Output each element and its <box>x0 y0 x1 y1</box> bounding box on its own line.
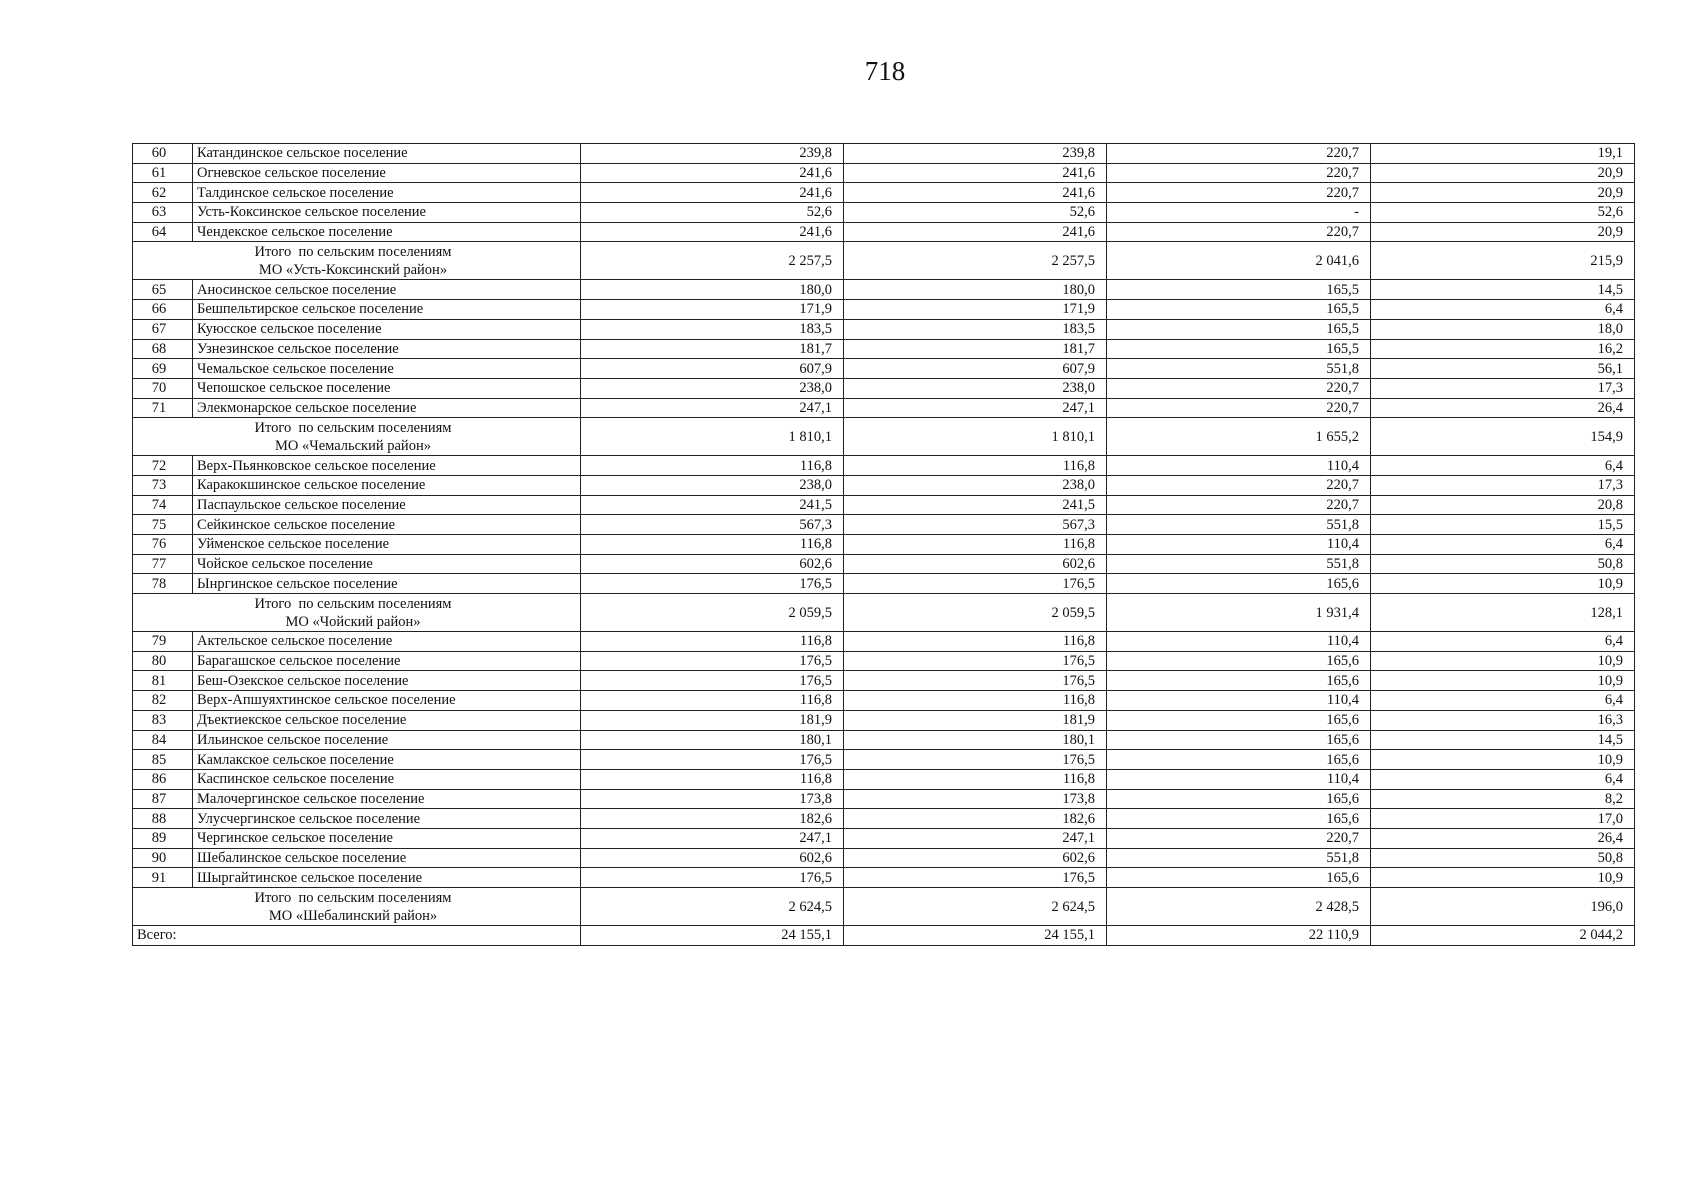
value-cell: 110,4 <box>1107 769 1371 789</box>
value-cell: 56,1 <box>1371 359 1635 379</box>
value-cell: 2 624,5 <box>581 888 844 926</box>
row-number: 66 <box>133 300 193 320</box>
table-row <box>133 848 1635 868</box>
subtotal-label <box>133 242 581 280</box>
value-cell: 220,7 <box>1107 144 1371 164</box>
table-row <box>133 280 1635 300</box>
value-cell: 165,6 <box>1107 730 1371 750</box>
row-number: 76 <box>133 535 193 555</box>
value-cell: 173,8 <box>581 789 844 809</box>
value-cell: 20,9 <box>1371 183 1635 203</box>
value-cell: 165,6 <box>1107 750 1371 770</box>
settlement-name: Огневское сельское поселение <box>193 163 581 183</box>
row-number: 64 <box>133 222 193 242</box>
table-row <box>133 535 1635 555</box>
value-cell: 165,6 <box>1107 710 1371 730</box>
settlement-name: Уйменское сельское поселение <box>193 535 581 555</box>
value-cell: 10,9 <box>1371 750 1635 770</box>
value-cell: 220,7 <box>1107 495 1371 515</box>
value-cell: 20,9 <box>1371 222 1635 242</box>
value-cell: 176,5 <box>844 750 1107 770</box>
settlement-name: Чемальское сельское поселение <box>193 359 581 379</box>
table-row <box>133 671 1635 691</box>
value-cell: 171,9 <box>581 300 844 320</box>
settlement-name: Барагашское сельское поселение <box>193 651 581 671</box>
row-number: 75 <box>133 515 193 535</box>
table-row <box>133 789 1635 809</box>
subtotal-label <box>133 594 581 632</box>
table-row <box>133 495 1635 515</box>
value-cell: 17,0 <box>1371 809 1635 829</box>
table-row <box>133 710 1635 730</box>
page-number: 718 <box>864 56 906 86</box>
value-cell: 52,6 <box>1371 203 1635 223</box>
value-cell: 220,7 <box>1107 222 1371 242</box>
value-cell: 220,7 <box>1107 828 1371 848</box>
value-cell: 183,5 <box>844 319 1107 339</box>
value-cell: 165,6 <box>1107 671 1371 691</box>
value-cell: 2 257,5 <box>581 242 844 280</box>
value-cell: 116,8 <box>844 535 1107 555</box>
value-cell: 17,3 <box>1371 378 1635 398</box>
total-label: Всего: <box>133 926 581 946</box>
value-cell: 6,4 <box>1371 535 1635 555</box>
table-row <box>133 828 1635 848</box>
value-cell: 110,4 <box>1107 632 1371 652</box>
value-cell: 1 655,2 <box>1107 418 1371 456</box>
value-cell: 20,8 <box>1371 495 1635 515</box>
value-cell: 171,9 <box>844 300 1107 320</box>
value-cell: 14,5 <box>1371 730 1635 750</box>
table-row <box>133 359 1635 379</box>
settlement-name: Верх-Апшуяхтинское сельское поселение <box>193 691 581 711</box>
settlements-table <box>132 143 1635 946</box>
row-number: 74 <box>133 495 193 515</box>
value-cell: 241,6 <box>581 163 844 183</box>
value-cell: 602,6 <box>581 554 844 574</box>
value-cell: 241,6 <box>581 183 844 203</box>
value-cell: 1 810,1 <box>581 418 844 456</box>
value-cell: 110,4 <box>1107 535 1371 555</box>
settlement-name: Ынргинское сельское поселение <box>193 574 581 594</box>
value-cell: 10,9 <box>1371 574 1635 594</box>
value-cell: 116,8 <box>581 769 844 789</box>
settlement-name: Верх-Пьянковское сельское поселение <box>193 456 581 476</box>
settlement-name: Актельское сельское поселение <box>193 632 581 652</box>
value-cell: 241,5 <box>581 495 844 515</box>
value-cell: 247,1 <box>581 398 844 418</box>
total-row <box>133 926 1635 946</box>
value-cell: 602,6 <box>844 554 1107 574</box>
value-cell: 241,6 <box>844 222 1107 242</box>
settlement-name: Элекмонарское сельское поселение <box>193 398 581 418</box>
subtotal-label-line2: МО «Усть-Коксинский район» <box>258 261 448 278</box>
value-cell: 50,8 <box>1371 848 1635 868</box>
value-cell: 2 257,5 <box>844 242 1107 280</box>
row-number: 84 <box>133 730 193 750</box>
value-cell: 220,7 <box>1107 183 1371 203</box>
value-cell: 6,4 <box>1371 300 1635 320</box>
row-number: 87 <box>133 789 193 809</box>
value-cell: 165,6 <box>1107 651 1371 671</box>
table-row <box>133 222 1635 242</box>
value-cell: 6,4 <box>1371 769 1635 789</box>
table-row <box>133 868 1635 888</box>
settlement-name: Катандинское сельское поселение <box>193 144 581 164</box>
settlement-name: Ильинское сельское поселение <box>193 730 581 750</box>
subtotal-label <box>133 888 581 926</box>
value-cell: 176,5 <box>844 574 1107 594</box>
value-cell: 182,6 <box>581 809 844 829</box>
value-cell: 181,7 <box>844 339 1107 359</box>
settlement-name: Чендекское сельское поселение <box>193 222 581 242</box>
subtotal-row <box>133 888 1635 926</box>
table-row <box>133 163 1635 183</box>
value-cell: 180,0 <box>844 280 1107 300</box>
value-cell: 165,5 <box>1107 339 1371 359</box>
value-cell: 165,6 <box>1107 574 1371 594</box>
value-cell: 602,6 <box>844 848 1107 868</box>
value-cell: 180,1 <box>581 730 844 750</box>
value-cell: 154,9 <box>1371 418 1635 456</box>
value-cell: 116,8 <box>844 632 1107 652</box>
value-cell: 220,7 <box>1107 163 1371 183</box>
settlement-name: Куюсское сельское поселение <box>193 319 581 339</box>
subtotal-label-line1: Итого по сельским поселениям <box>254 889 452 906</box>
row-number: 89 <box>133 828 193 848</box>
table-row <box>133 378 1635 398</box>
settlement-name: Шебалинское сельское поселение <box>193 848 581 868</box>
value-cell: 176,5 <box>581 868 844 888</box>
value-cell: 1 931,4 <box>1107 594 1371 632</box>
value-cell: 110,4 <box>1107 456 1371 476</box>
value-cell: 165,6 <box>1107 868 1371 888</box>
subtotal-row <box>133 418 1635 456</box>
value-cell: 116,8 <box>844 691 1107 711</box>
value-cell: 176,5 <box>581 750 844 770</box>
settlement-name: Беш-Озекское сельское поселение <box>193 671 581 691</box>
value-cell: 247,1 <box>581 828 844 848</box>
value-cell: 8,2 <box>1371 789 1635 809</box>
table-row <box>133 515 1635 535</box>
value-cell: 14,5 <box>1371 280 1635 300</box>
settlement-name: Каракокшинское сельское поселение <box>193 475 581 495</box>
value-cell: 10,9 <box>1371 671 1635 691</box>
value-cell: 602,6 <box>581 848 844 868</box>
settlement-name: Аносинское сельское поселение <box>193 280 581 300</box>
value-cell: 238,0 <box>581 475 844 495</box>
value-cell: 19,1 <box>1371 144 1635 164</box>
settlement-name: Узнезинское сельское поселение <box>193 339 581 359</box>
table-row <box>133 554 1635 574</box>
value-cell: 173,8 <box>844 789 1107 809</box>
table-row <box>133 651 1635 671</box>
value-cell: 551,8 <box>1107 554 1371 574</box>
row-number: 65 <box>133 280 193 300</box>
table-row <box>133 300 1635 320</box>
row-number: 80 <box>133 651 193 671</box>
settlement-name: Малочергинское сельское поселение <box>193 789 581 809</box>
table-row <box>133 769 1635 789</box>
value-cell: 241,6 <box>844 163 1107 183</box>
value-cell: 50,8 <box>1371 554 1635 574</box>
table-row <box>133 144 1635 164</box>
value-cell: 220,7 <box>1107 398 1371 418</box>
value-cell: 241,6 <box>844 183 1107 203</box>
value-cell: 116,8 <box>844 769 1107 789</box>
settlement-name: Талдинское сельское поселение <box>193 183 581 203</box>
value-cell: 2 428,5 <box>1107 888 1371 926</box>
value-cell: 238,0 <box>581 378 844 398</box>
table-body <box>133 144 1635 946</box>
settlement-name: Бешпельтирское сельское поселение <box>193 300 581 320</box>
value-cell: 116,8 <box>581 632 844 652</box>
value-cell: 116,8 <box>581 456 844 476</box>
table-row <box>133 730 1635 750</box>
row-number: 68 <box>133 339 193 359</box>
value-cell: 52,6 <box>844 203 1107 223</box>
subtotal-label-line1: Итого по сельским поселениям <box>254 419 452 436</box>
subtotal-row <box>133 594 1635 632</box>
table-row <box>133 183 1635 203</box>
value-cell: 2 059,5 <box>844 594 1107 632</box>
settlement-name: Сейкинское сельское поселение <box>193 515 581 535</box>
row-number: 81 <box>133 671 193 691</box>
table-row <box>133 339 1635 359</box>
row-number: 85 <box>133 750 193 770</box>
value-cell: 196,0 <box>1371 888 1635 926</box>
row-number: 63 <box>133 203 193 223</box>
row-number: 72 <box>133 456 193 476</box>
table-row <box>133 750 1635 770</box>
settlement-name: Чойское сельское поселение <box>193 554 581 574</box>
value-cell: 10,9 <box>1371 651 1635 671</box>
value-cell: 26,4 <box>1371 828 1635 848</box>
value-cell: 247,1 <box>844 398 1107 418</box>
row-number: 70 <box>133 378 193 398</box>
value-cell: 241,6 <box>581 222 844 242</box>
table-row <box>133 203 1635 223</box>
value-cell: 2 044,2 <box>1371 926 1635 946</box>
value-cell: 10,9 <box>1371 868 1635 888</box>
settlement-name: Дъектиекское сельское поселение <box>193 710 581 730</box>
value-cell: 176,5 <box>844 651 1107 671</box>
subtotal-label-line2: МО «Шебалинский район» <box>268 907 438 924</box>
subtotal-label-line2: МО «Чемальский район» <box>275 437 431 454</box>
value-cell: 1 810,1 <box>844 418 1107 456</box>
value-cell: 183,5 <box>581 319 844 339</box>
row-number: 71 <box>133 398 193 418</box>
value-cell: - <box>1107 203 1371 223</box>
value-cell: 176,5 <box>844 868 1107 888</box>
row-number: 67 <box>133 319 193 339</box>
row-number: 90 <box>133 848 193 868</box>
value-cell: 551,8 <box>1107 515 1371 535</box>
row-number: 69 <box>133 359 193 379</box>
value-cell: 6,4 <box>1371 456 1635 476</box>
row-number: 73 <box>133 475 193 495</box>
row-number: 60 <box>133 144 193 164</box>
settlement-name: Паспаульское сельское поселение <box>193 495 581 515</box>
settlement-name: Камлакское сельское поселение <box>193 750 581 770</box>
value-cell: 2 041,6 <box>1107 242 1371 280</box>
subtotal-label-line2: МО «Чойский район» <box>285 613 421 630</box>
value-cell: 165,5 <box>1107 319 1371 339</box>
value-cell: 176,5 <box>581 651 844 671</box>
row-number: 88 <box>133 809 193 829</box>
row-number: 86 <box>133 769 193 789</box>
value-cell: 110,4 <box>1107 691 1371 711</box>
value-cell: 220,7 <box>1107 475 1371 495</box>
row-number: 91 <box>133 868 193 888</box>
value-cell: 116,8 <box>581 691 844 711</box>
value-cell: 2 059,5 <box>581 594 844 632</box>
settlement-name: Шыргайтинское сельское поселение <box>193 868 581 888</box>
value-cell: 238,0 <box>844 475 1107 495</box>
value-cell: 52,6 <box>581 203 844 223</box>
table-row <box>133 319 1635 339</box>
row-number: 61 <box>133 163 193 183</box>
table-row <box>133 456 1635 476</box>
row-number: 83 <box>133 710 193 730</box>
row-number: 78 <box>133 574 193 594</box>
value-cell: 128,1 <box>1371 594 1635 632</box>
table-row <box>133 809 1635 829</box>
table-row <box>133 632 1635 652</box>
value-cell: 165,6 <box>1107 809 1371 829</box>
value-cell: 239,8 <box>844 144 1107 164</box>
value-cell: 24 155,1 <box>844 926 1107 946</box>
value-cell: 607,9 <box>844 359 1107 379</box>
value-cell: 6,4 <box>1371 691 1635 711</box>
subtotal-label-line1: Итого по сельским поселениям <box>254 243 452 260</box>
value-cell: 22 110,9 <box>1107 926 1371 946</box>
value-cell: 17,3 <box>1371 475 1635 495</box>
value-cell: 165,6 <box>1107 789 1371 809</box>
settlement-name: Каспинское сельское поселение <box>193 769 581 789</box>
subtotal-label-line1: Итого по сельским поселениям <box>254 595 452 612</box>
value-cell: 176,5 <box>581 574 844 594</box>
value-cell: 2 624,5 <box>844 888 1107 926</box>
value-cell: 16,3 <box>1371 710 1635 730</box>
value-cell: 180,0 <box>581 280 844 300</box>
table-row <box>133 691 1635 711</box>
value-cell: 238,0 <box>844 378 1107 398</box>
row-number: 82 <box>133 691 193 711</box>
settlement-name: Чепошское сельское поселение <box>193 378 581 398</box>
value-cell: 551,8 <box>1107 848 1371 868</box>
value-cell: 116,8 <box>844 456 1107 476</box>
row-number: 79 <box>133 632 193 652</box>
value-cell: 239,8 <box>581 144 844 164</box>
settlement-name: Улусчергинское сельское поселение <box>193 809 581 829</box>
value-cell: 26,4 <box>1371 398 1635 418</box>
value-cell: 607,9 <box>581 359 844 379</box>
value-cell: 181,9 <box>844 710 1107 730</box>
table-row <box>133 475 1635 495</box>
settlement-name: Чергинское сельское поселение <box>193 828 581 848</box>
value-cell: 181,7 <box>581 339 844 359</box>
table-row <box>133 574 1635 594</box>
value-cell: 551,8 <box>1107 359 1371 379</box>
value-cell: 182,6 <box>844 809 1107 829</box>
value-cell: 20,9 <box>1371 163 1635 183</box>
value-cell: 24 155,1 <box>581 926 844 946</box>
value-cell: 247,1 <box>844 828 1107 848</box>
value-cell: 181,9 <box>581 710 844 730</box>
value-cell: 180,1 <box>844 730 1107 750</box>
value-cell: 165,5 <box>1107 300 1371 320</box>
value-cell: 176,5 <box>581 671 844 691</box>
value-cell: 6,4 <box>1371 632 1635 652</box>
subtotal-label <box>133 418 581 456</box>
value-cell: 567,3 <box>844 515 1107 535</box>
value-cell: 18,0 <box>1371 319 1635 339</box>
value-cell: 567,3 <box>581 515 844 535</box>
value-cell: 220,7 <box>1107 378 1371 398</box>
row-number: 77 <box>133 554 193 574</box>
row-number: 62 <box>133 183 193 203</box>
subtotal-row <box>133 242 1635 280</box>
settlement-name: Усть-Коксинское сельское поселение <box>193 203 581 223</box>
value-cell: 16,2 <box>1371 339 1635 359</box>
value-cell: 116,8 <box>581 535 844 555</box>
value-cell: 15,5 <box>1371 515 1635 535</box>
value-cell: 176,5 <box>844 671 1107 691</box>
value-cell: 165,5 <box>1107 280 1371 300</box>
table-row <box>133 398 1635 418</box>
value-cell: 215,9 <box>1371 242 1635 280</box>
value-cell: 241,5 <box>844 495 1107 515</box>
